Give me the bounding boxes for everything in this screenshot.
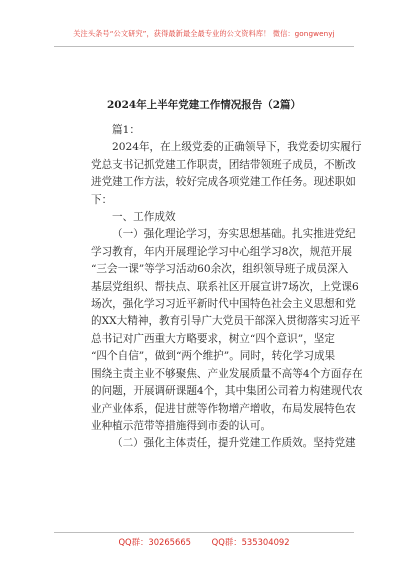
footer-divider xyxy=(54,532,354,533)
document-body xyxy=(91,122,363,453)
footer-qq-group-1: QQ群：30265665 xyxy=(118,537,191,547)
paragraph-line: （一）强化理论学习，夯实思想基础。扎实推进党纪 xyxy=(112,228,356,241)
paragraph-line: 2024年，在上级党委的正确领导下，我党委切实履行 xyxy=(112,141,362,154)
section-label-text: 篇1： xyxy=(112,124,140,136)
heading-text: 一、工作成效 xyxy=(112,211,176,224)
paragraph-responsibility xyxy=(91,435,356,452)
paragraph-line: 场次，强化学习习近平新时代中国特色社会主义思想和党 xyxy=(91,298,356,311)
paragraph-line: 的问题，开展调研课题4个，其中集团公司着力构建现代农 xyxy=(91,385,363,398)
paragraph-line: 业产业体系，促进甘蔗等作物增产增收，布局发展特色农 xyxy=(91,402,356,415)
page-footer xyxy=(0,536,408,548)
paragraph-line: 进党建工作方法，较好完成各项党建工作任务。现述职如 xyxy=(91,176,356,189)
heading-work-results xyxy=(91,209,347,226)
paragraph-line: 学习教育，年内开展理论学习中心组学习8次，规范开展 xyxy=(91,245,352,258)
header-notice: 关注头条号“公文研究”，获得最新最全最专业的公文资料库！ 微信：gongwenyj xyxy=(73,29,335,38)
paragraph-line: 党总支书记抓党建工作职责，团结带领班子成员，不断改 xyxy=(91,158,356,171)
paragraph-line: 围绕主责主业不够聚焦、产业发展质量不高等4个方面存在 xyxy=(91,367,363,380)
page-header xyxy=(0,0,408,52)
paragraph-line: 业种植示范带等措施得到市委的认可。 xyxy=(91,419,272,432)
paragraph-intro xyxy=(91,139,362,209)
paragraph-line: 总书记对广西重大方略要求，树立“四个意识”，坚定 xyxy=(91,332,335,345)
section-label xyxy=(91,122,347,139)
paragraph-theory-study xyxy=(91,226,363,435)
paragraph-line: 下： xyxy=(91,193,113,206)
document-title: 2024年上半年党建工作情况报告（2篇） xyxy=(106,99,302,111)
header-divider xyxy=(54,46,354,47)
paragraph-line: 基层党组织、帮扶点、联系社区开展宣讲7场次，上党课6 xyxy=(91,280,359,293)
paragraph-line: “三会一课”等学习活动60余次，组织领导班子成员深入 xyxy=(91,263,349,276)
paragraph-line: “四个自信”，做到“两个维护”。同时，转化学习成果 xyxy=(91,350,336,363)
paragraph-line: 的XX大精神，教育引导广大党员干部深入贯彻落实习近平 xyxy=(91,315,361,328)
paragraph-line: （二）强化主体责任，提升党建工作质效。坚持党建 xyxy=(112,437,356,450)
footer-qq-group-2: QQ群：535304092 xyxy=(211,537,290,547)
